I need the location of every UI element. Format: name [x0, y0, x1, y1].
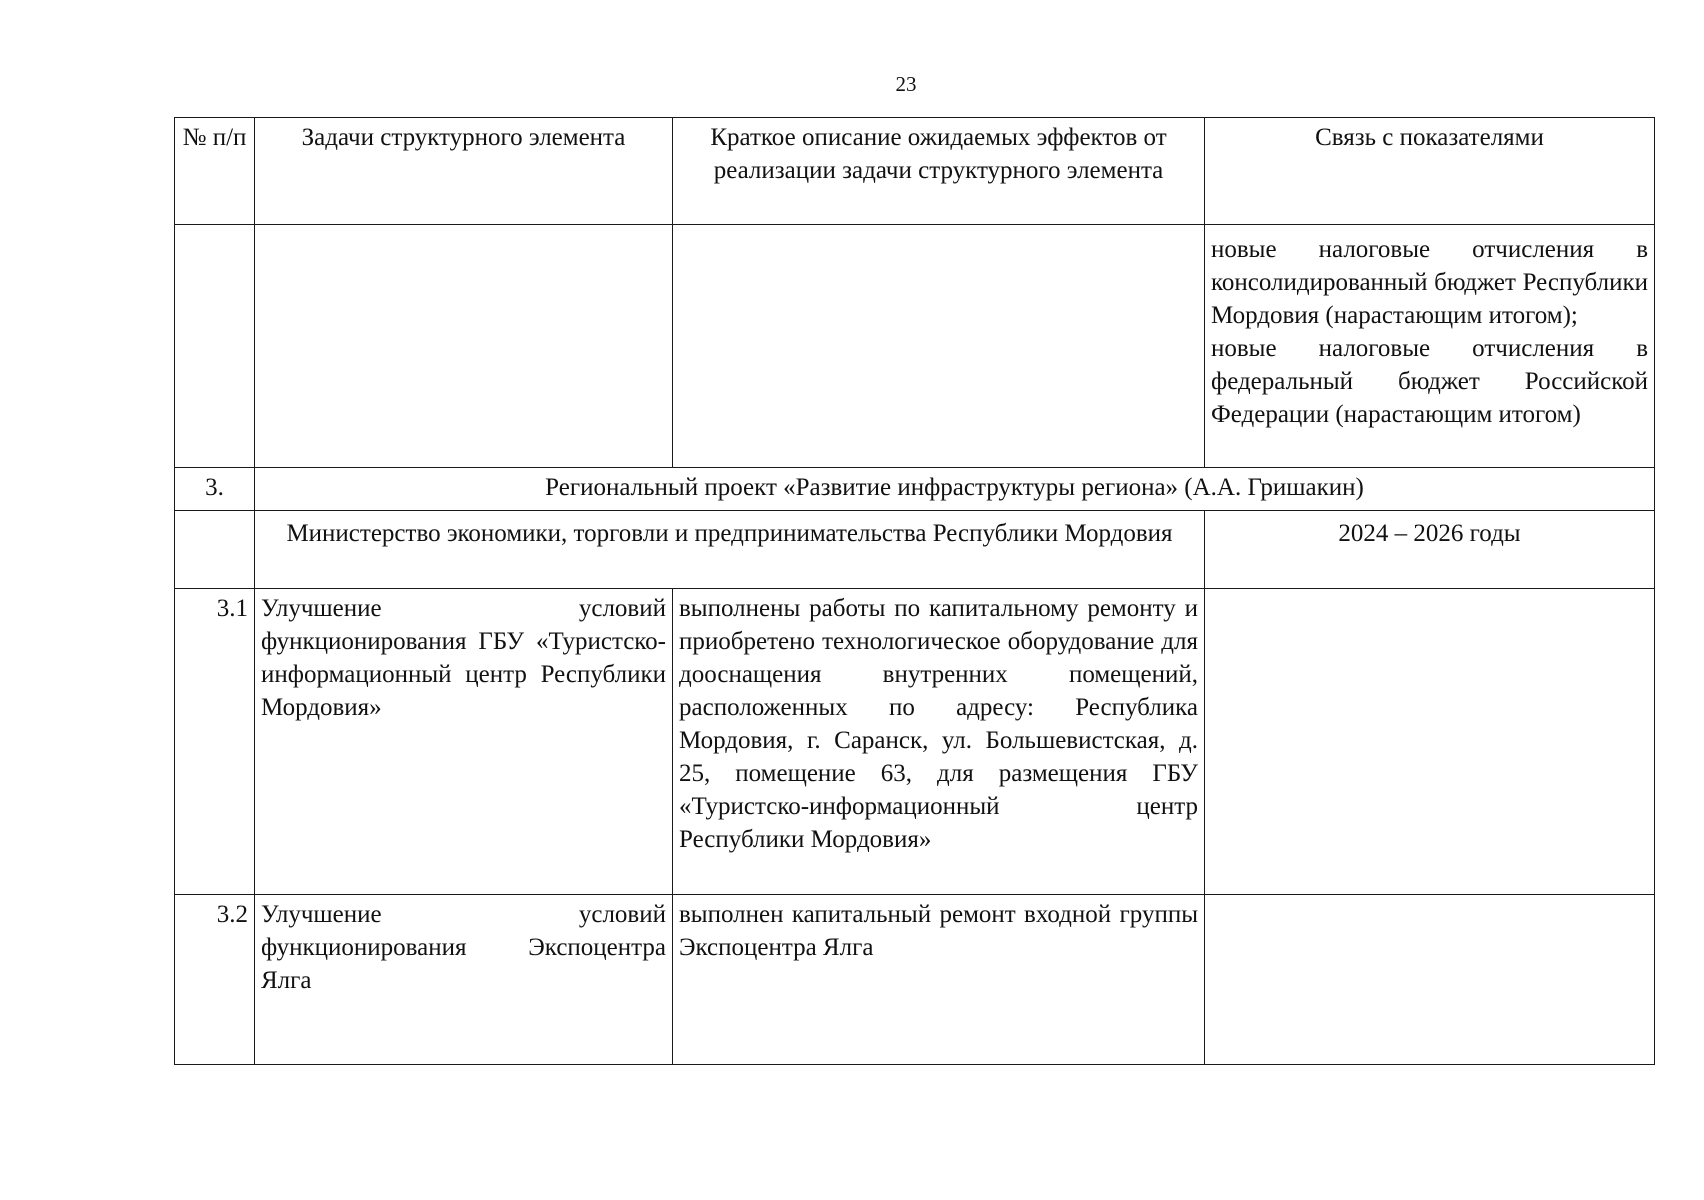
indicator-text: новые налоговые отчисления в консолидированный бюджет Республики Мордовия (нарастающим итогом); — [1211, 236, 1648, 329]
row-indicators — [1205, 589, 1655, 895]
indicator-text: новые налоговые отчисления в федеральный бюджет Российской Федерации (нарастающим итогом) — [1211, 335, 1648, 428]
section-responsible-row — [175, 511, 1655, 589]
continuation-row — [175, 225, 1655, 468]
table-row — [175, 895, 1655, 1065]
row-task-text: Улучшение условий функционирования Экспоцентра Ялга — [261, 901, 666, 994]
row-indicators — [1205, 895, 1655, 1065]
header-effects: Краткое описание ожидаемых эффектов от реализации задачи структурного элемента — [673, 118, 1205, 225]
continuation-number-cell — [175, 225, 255, 468]
responsible-number-cell — [175, 511, 255, 589]
section-number: 3. — [175, 468, 255, 511]
table-header-row — [175, 118, 1655, 225]
document-table — [174, 117, 1655, 1065]
header-number: № п/п — [175, 118, 255, 225]
row-effect-text: выполнен капитальный ремонт входной группы Экспоцентра Ялга — [679, 901, 1198, 961]
header-indicators: Связь с показателями — [1205, 118, 1655, 225]
continuation-task-cell — [255, 225, 673, 468]
page-number: 23 — [895, 72, 917, 96]
table-row — [175, 589, 1655, 895]
continuation-indicators-cell — [1205, 225, 1655, 468]
row-number: 3.1 — [175, 589, 255, 895]
row-effect-text: выполнены работы по капитальному ремонту и приобретено технологическое оборудование для дооснащения внутренних помещений, расположенных по адресу: Республика Мордовия, г. Саранск, ул. Большевистская, д. 25, помещение 63, для размещения ГБУ «Туристско-информационный центр Республики Мордовия» — [679, 595, 1198, 853]
section-responsible: Министерство экономики, торговли и предпринимательства Республики Мордовия — [255, 511, 1205, 589]
row-task — [255, 895, 673, 1065]
continuation-effect-cell — [673, 225, 1205, 468]
section-title: Региональный проект «Развитие инфраструктуры региона» (А.А. Гришакин) — [255, 468, 1655, 511]
row-effect — [673, 895, 1205, 1065]
row-effect — [673, 589, 1205, 895]
section-period: 2024 – 2026 годы — [1205, 511, 1655, 589]
header-tasks: Задачи структурного элемента — [255, 118, 673, 225]
row-number: 3.2 — [175, 895, 255, 1065]
row-task — [255, 589, 673, 895]
section-title-row — [175, 468, 1655, 511]
row-task-text: Улучшение условий функционирования ГБУ «Туристско-информационный центр Республики Мордовия» — [261, 595, 666, 721]
